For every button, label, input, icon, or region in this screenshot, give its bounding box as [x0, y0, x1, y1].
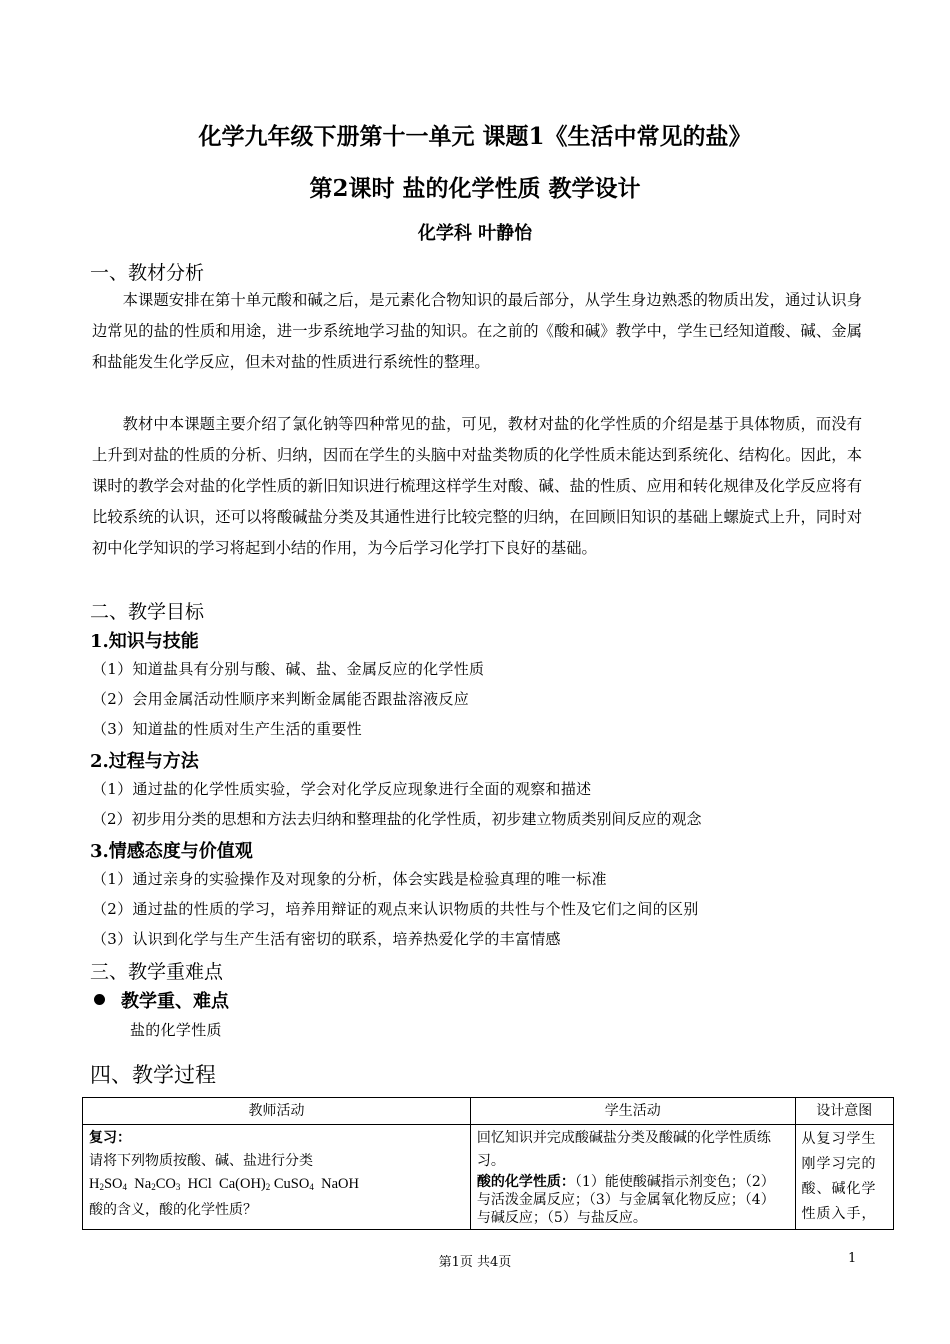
- paragraph: 本课题安排在第十单元酸和碱之后，是元素化合物知识的最后部分，从学生身边熟悉的物质出发，通过认识身边常见的盐的性质和用途，进一步系统地学习盐的知识。在之前的《酸和碱》教学中，学生已经知道酸、碱、金属和盐能发生化学反应，但未对盐的性质进行系统性的整理。: [92, 291, 862, 371]
- teaching-process-table: [82, 1097, 894, 1230]
- section-heading-material-analysis: 一、教材分析: [90, 262, 205, 284]
- paragraph: 教材中本课题主要介绍了氯化钠等四种常见的盐，可见，教材对盐的化学性质的介绍是基于具体物质，而没有上升到对盐的性质的分析、归纳，因而在学生的头脑中对盐类物质的化学性质未能达到系统化、结构化。因此，本课时的教学会对盐的化学性质的新旧知识进行梳理这样学生对酸、碱、盐的性质、应用和转化规律及化学反应将有比较系统的认识，还可以将酸碱盐分类及其通性进行比较完整的归纳，在回顾旧知识的基础上螺旋式上升，同时对初中化学知识的学习将起到小结的作用，为今后学习化学打下良好的基础。: [92, 415, 862, 557]
- section-heading-objectives: 二、教学目标: [90, 601, 205, 623]
- bullet-key-points: [94, 987, 229, 1013]
- subheading-knowledge: 1.知识与技能: [90, 631, 199, 652]
- acid-properties: 酸的化学性质：（1）能使酸碱指示剂变色；（2）与活泼金属反应；（3）与金属氧化物反应；（4）与碱反应；（5）与盐反应。: [476, 1174, 775, 1226]
- document-title: 化学九年级下册第十一单元 课题1《生活中常见的盐》: [198, 123, 752, 150]
- table-header-row: [83, 1098, 894, 1125]
- list-item: （3）知道盐的性质对生产生活的重要性: [92, 720, 362, 738]
- student-task: 回忆知识并完成酸碱盐分类及酸碱的化学性质练习。: [476, 1130, 771, 1169]
- page-info: 第1页 共4页: [438, 1255, 512, 1270]
- subheading-attitude: 3.情感态度与价值观: [90, 841, 253, 862]
- teacher-activity-cell: [83, 1125, 471, 1230]
- list-item: （2）会用金属活动性顺序来判断金属能否跟盐溶液反应: [92, 690, 470, 708]
- column-header-intent: 设计意图: [795, 1098, 894, 1125]
- page-number: 1: [848, 1251, 857, 1266]
- subheading-process: 2.过程与方法: [90, 751, 199, 772]
- author-line: 化学科 叶静怡: [417, 223, 533, 244]
- section-heading-process: 四、教学过程: [90, 1063, 216, 1087]
- key-point-content: 盐的化学性质: [130, 1021, 222, 1039]
- chemical-formulas: $H_2SO_4$ $Na_2CO_3$ HCl $Ca(OH)_2$ CuSO$_4$ NaOH: [89, 1176, 359, 1192]
- column-header-teacher: 教师活动: [83, 1098, 471, 1125]
- table-row: [83, 1125, 894, 1230]
- design-intent-cell: 从复习学生刚学习完的酸、碱化学性质入手，: [795, 1125, 894, 1230]
- teacher-question: 酸的含义，酸的化学性质？: [89, 1202, 257, 1218]
- student-activity-cell: [470, 1125, 795, 1230]
- list-item: （1）通过盐的化学性质实验，学会对化学反应现象进行全面的观察和描述: [92, 780, 592, 798]
- bullet-label: 教学重、难点: [121, 991, 229, 1012]
- bullet-icon: [94, 994, 105, 1005]
- column-header-student: 学生活动: [470, 1098, 795, 1125]
- list-item: （2）初步用分类的思想和方法去归纳和整理盐的化学性质，初步建立物质类别间反应的观念: [92, 810, 702, 828]
- list-item: （3）认识到化学与生产生活有密切的联系，培养热爱化学的丰富情感: [92, 930, 561, 948]
- review-label: 复习：: [89, 1130, 131, 1146]
- list-item: （1）通过亲身的实验操作及对现象的分析，体会实践是检验真理的唯一标准: [92, 870, 607, 888]
- list-item: （1）知道盐具有分别与酸、碱、盐、金属反应的化学性质: [92, 660, 485, 678]
- section-heading-key-points: 三、教学重难点: [90, 961, 224, 983]
- document-subtitle: 第2课时 盐的化学性质 教学设计: [309, 175, 641, 202]
- list-item: （2）通过盐的性质的学习，培养用辩证的观点来认识物质的共性与个性及它们之间的区别: [92, 900, 699, 918]
- teacher-instruction: 请将下列物质按酸、碱、盐进行分类: [89, 1153, 313, 1169]
